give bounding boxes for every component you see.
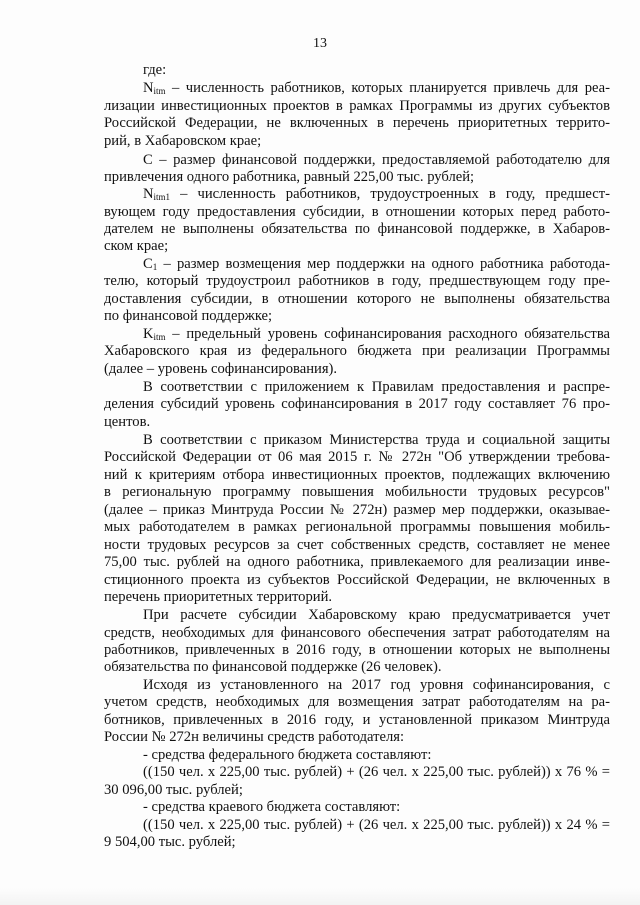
c1-symbol: С bbox=[143, 256, 153, 272]
c-definition-line-2: привлечения одного работника, равный 225,00 тыс. рублей; bbox=[104, 169, 475, 185]
page-number: 13 bbox=[313, 36, 327, 51]
order-paragraph-line-9: стиционного проекта из субъектов Российской Федерации, не включенных в bbox=[104, 572, 610, 588]
c1-definition-line-4: по финансовой поддержке; bbox=[104, 308, 273, 324]
cofinancing-paragraph-line-1: В соответствии с приложением к Правилам предоставления и распре- bbox=[143, 379, 610, 395]
n-itm1-text: – численность работников, трудоустроенных в году, предшест- bbox=[170, 186, 610, 202]
n-itm-subscript: itm bbox=[153, 86, 166, 96]
c1-text: – размер возмещения мер поддержки на одного работника работода- bbox=[157, 256, 610, 272]
calc-paragraph-line-2: средств, необходимых для финансового обеспечения затрат работодателям на bbox=[104, 625, 610, 641]
cofinancing-paragraph-line-2: деления субсидий уровень софинансирования в 2017 году составляет 76 про- bbox=[104, 396, 610, 412]
k-itm-text: – предельный уровень софинансирования расходного обязательства bbox=[165, 326, 610, 342]
n-itm-definition-line-1 bbox=[143, 80, 610, 100]
level-paragraph-line-1: Исходя из установленного на 2017 год уровня софинансирования, с bbox=[143, 677, 610, 693]
n-itm1-definition-line-3: дателем не выполнены обязательства по финансовой поддержке, в Хабаров- bbox=[104, 221, 610, 237]
calc-paragraph-line-1: При расчете субсидии Хабаровскому краю предусматривается учет bbox=[143, 607, 610, 623]
federal-budget-label: - средства федерального бюджета составляют: bbox=[143, 747, 432, 763]
n-itm1-subscript: itm1 bbox=[153, 192, 171, 202]
order-paragraph-line-6: мых работодателем в рамках региональной программы повышения мобиль- bbox=[104, 519, 610, 535]
calc-paragraph-line-4: обязательства по финансовой поддержке (26 человек). bbox=[104, 659, 442, 675]
c1-definition-line-3: доставления субсидии, в отношении которого не выполнены обязательства bbox=[104, 291, 610, 307]
regional-budget-formula: ((150 чел. х 225,00 тыс. рублей) + (26 чел. х 225,00 тыс. рублей)) х 24 % = bbox=[143, 817, 610, 833]
order-paragraph-line-7: ности трудовых ресурсов за счет собственных средств, составляет не менее bbox=[104, 537, 610, 553]
n-itm-symbol: N bbox=[143, 80, 154, 96]
order-paragraph-line-4: в региональную программу повышения мобильности трудовых ресурсов" bbox=[104, 484, 610, 500]
scan-edge bbox=[0, 888, 640, 905]
n-itm-definition-line-2: лизации инвестиционных проектов в рамках Программы из других субъектов bbox=[104, 98, 610, 114]
level-paragraph-line-4: России № 272н величины средств работодателя: bbox=[104, 729, 405, 745]
k-itm-definition-line-2: Хабаровского края из федерального бюджета при реализации Программы bbox=[104, 343, 610, 359]
order-paragraph-line-1: В соответствии с приказом Министерства труда и социальной защиты bbox=[143, 432, 610, 448]
n-itm-text: – численность работников, которых планируется привлечь для реа- bbox=[165, 80, 610, 96]
order-paragraph-line-5: (далее – приказ Минтруда России № 272н) размер мер поддержки, оказывае- bbox=[104, 502, 610, 518]
federal-budget-result: 30 096,00 тыс. рублей; bbox=[104, 782, 243, 798]
where-label: где: bbox=[143, 62, 167, 78]
n-itm1-definition-line-1 bbox=[143, 186, 610, 206]
k-itm-subscript: itm bbox=[153, 332, 166, 342]
regional-budget-label: - средства краевого бюджета составляют: bbox=[143, 799, 401, 815]
order-paragraph-line-8: 75,00 тыс. рублей на одного работника, привлекаемого для реализации инве- bbox=[104, 554, 610, 570]
level-paragraph-line-3: ботников, привлеченных в 2016 году, и установленной приказом Минтруда bbox=[104, 712, 610, 728]
n-itm1-symbol: N bbox=[143, 186, 154, 202]
k-itm-symbol: K bbox=[143, 326, 154, 342]
cofinancing-paragraph-line-3: центов. bbox=[104, 414, 151, 430]
c-definition-line-1: С – размер финансовой поддержки, предоставляемой работодателю для bbox=[143, 152, 610, 168]
order-paragraph-line-10: перечень приоритетных территорий. bbox=[104, 589, 333, 605]
n-itm-definition-line-4: рий, в Хабаровском крае; bbox=[104, 133, 262, 149]
order-paragraph-line-3: ний к критериям отбора инвестиционных проектов, подлежащих включению bbox=[104, 467, 610, 483]
order-paragraph-line-2: Российской Федерации от 06 мая 2015 г. № 272н "Об утверждении требова- bbox=[104, 449, 610, 465]
calc-paragraph-line-3: работников, привлеченных в 2016 году, в отношении которых не выполнены bbox=[104, 642, 610, 658]
level-paragraph-line-2: учетом средств, необходимых для возмещения затрат работодателям на ра- bbox=[104, 694, 610, 710]
c1-definition-line-2: телю, который трудоустроил работников в году, предшествующем году пре- bbox=[104, 273, 610, 289]
c1-subscript: 1 bbox=[152, 262, 158, 272]
n-itm1-definition-line-2: вующем году предоставления субсидии, в отношении которых перед работо- bbox=[104, 204, 610, 220]
regional-budget-result: 9 504,00 тыс. рублей; bbox=[104, 834, 236, 850]
k-itm-definition-line-3: (далее – уровень софинансирования). bbox=[104, 361, 338, 377]
n-itm-definition-line-3: Российской Федерации, не включенных в перечень приоритетных террито- bbox=[104, 115, 610, 131]
n-itm1-definition-line-4: ском крае; bbox=[104, 238, 169, 254]
federal-budget-formula: ((150 чел. х 225,00 тыс. рублей) + (26 чел. х 225,00 тыс. рублей)) х 76 % = bbox=[143, 764, 610, 780]
